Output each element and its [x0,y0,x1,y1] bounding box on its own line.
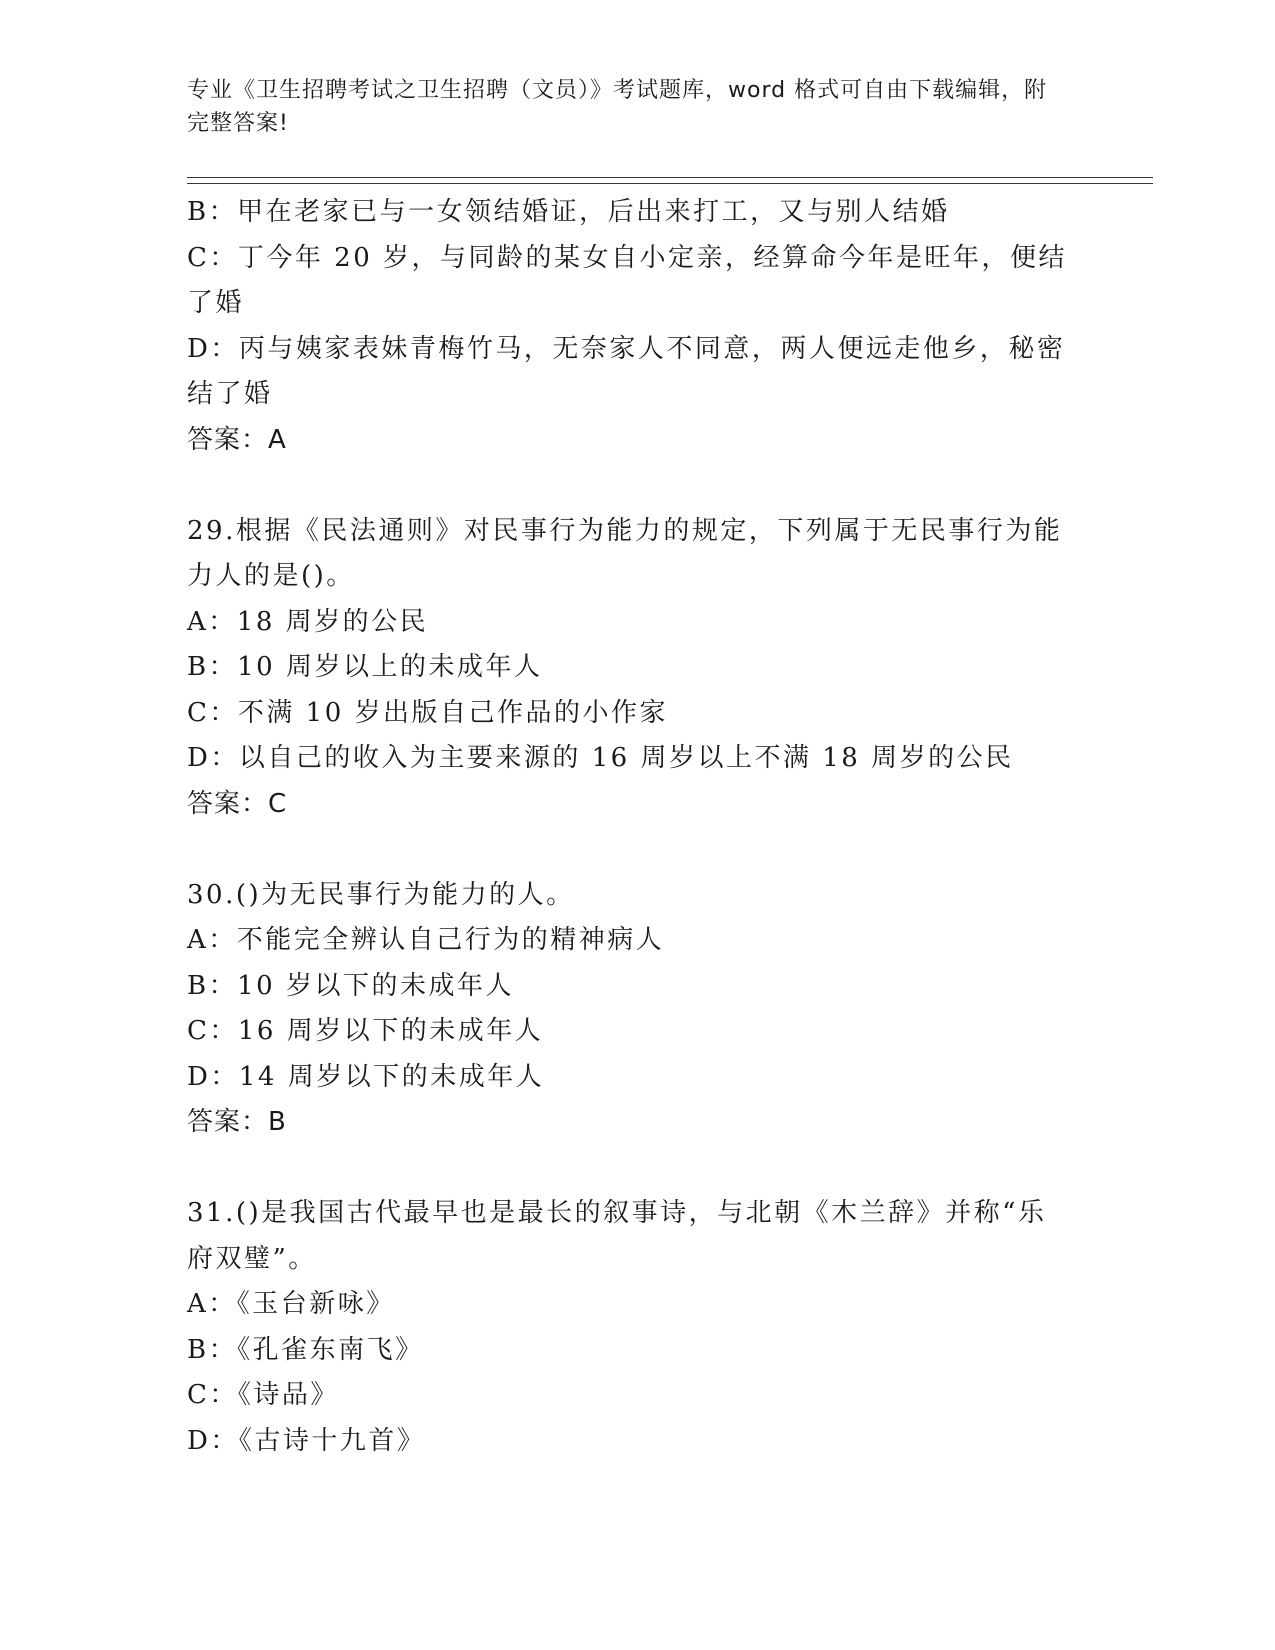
answer-text: 答案：A [187,424,287,455]
option-d: D：以自己的收入为主要来源的 16 周岁以上不满 18 周岁的公民 [187,743,1014,773]
header-rule-top [187,177,1153,178]
option-d: D：14 周岁以下的未成年人 [187,1061,545,1092]
option-a: A：不能完全辨认自己行为的精神病人 [187,925,665,955]
option-b: B：10 岁以下的未成年人 [187,970,514,1001]
question-stem: 29.根据《民法通则》对民事行为能力的规定，下列属于无民事行为能 [187,515,1063,546]
question-block-29 [187,509,1077,828]
option-b: B：《孔雀东南飞》 [187,1334,424,1365]
page-header: 专业《卫生招聘考试之卫生招聘（文员）》考试题库，word 格式可自由下载编辑，附完整答案! [187,78,1048,136]
question-block-28 [187,190,1077,463]
question-stem: 30.()为无民事行为能力的人。 [187,879,575,910]
answer-text: 答案：C [187,788,288,819]
answer-text: 答案：B [187,1107,287,1137]
header-rule-bottom [187,183,1153,184]
option-c-cont: 了婚 [187,288,245,318]
question-stem-cont: 力人的是()。 [187,561,355,591]
option-c: C：丁今年 20 岁，与同龄的某女自小定亲，经算命今年是旺年，便结 [187,242,1068,273]
block-spacer [187,827,1077,873]
option-c: C：《诗品》 [187,1380,339,1410]
option-a: A：《玉台新咏》 [187,1289,395,1319]
block-spacer [187,1146,1077,1192]
option-b: B：甲在老家已与一女领结婚证，后出来打工，又与别人结婚 [187,197,950,227]
option-d: D：《古诗十九首》 [187,1425,426,1456]
block-spacer [187,463,1077,509]
option-c: C：16 周岁以下的未成年人 [187,1016,544,1046]
question-block-30 [187,873,1077,1146]
option-b: B：10 周岁以上的未成年人 [187,652,543,682]
question-stem: 31.()是我国古代最早也是最长的叙事诗，与北朝《木兰辞》并称“乐 [187,1198,1047,1228]
question-content [187,190,1077,1464]
option-a: A：18 周岁的公民 [187,606,429,637]
option-c: C：不满 10 岁出版自己作品的小作家 [187,697,669,728]
question-stem-cont: 府双璧”。 [187,1243,317,1274]
option-d-cont: 结了婚 [187,379,273,409]
question-block-31 [187,1191,1077,1464]
option-d: D：丙与姨家表妹青梅竹马，无奈家人不同意，两人便远走他乡，秘密 [187,333,1066,364]
